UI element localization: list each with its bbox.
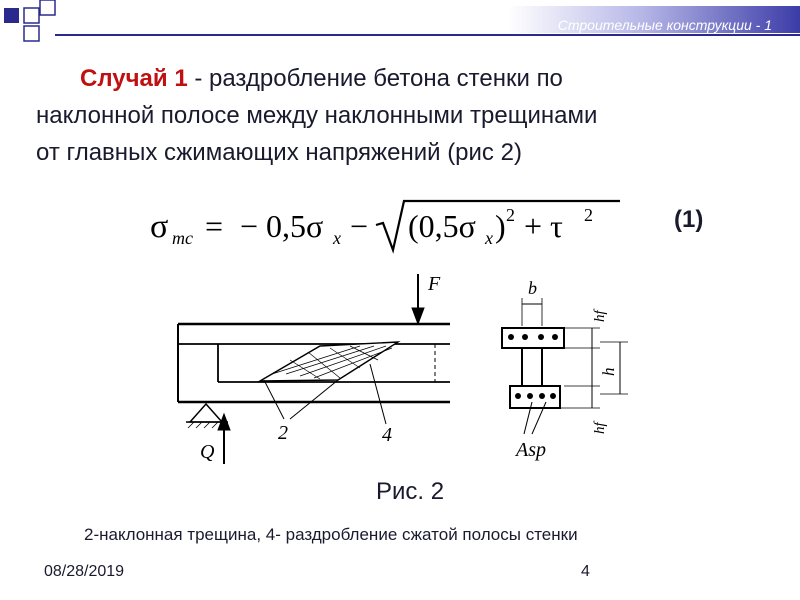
svg-text:): ) — [495, 208, 506, 244]
width-label: b — [528, 278, 537, 298]
heading-line2: наклонной полосе между наклонными трещинами — [36, 102, 598, 129]
header-bar — [508, 6, 800, 33]
reaction-label: Q — [200, 441, 215, 463]
stress-formula — [150, 195, 630, 255]
svg-text:− 0,5σ: − 0,5σ — [240, 208, 324, 244]
svg-text:+ τ: + τ — [524, 208, 563, 244]
beam-diagram — [160, 264, 640, 474]
footer-date: 08/28/2019 — [44, 563, 125, 580]
svg-text:(0,5σ: (0,5σ — [408, 208, 476, 244]
figure-legend: 2-наклонная трещина, 4- раздробление сжатой полосы стенки — [84, 525, 578, 544]
heading-line3: от главных сжимающих напряжений (рис 2) — [36, 139, 522, 166]
svg-text:2: 2 — [584, 205, 593, 225]
corner-decoration — [0, 0, 70, 50]
svg-text:2: 2 — [506, 205, 515, 225]
crush-label: 4 — [382, 424, 392, 446]
svg-text:mc: mc — [172, 228, 193, 248]
figure-caption: Рис. 2 — [376, 478, 445, 505]
svg-text:x: x — [485, 228, 493, 248]
flange-top-label: hf — [592, 310, 608, 322]
force-label: F — [428, 273, 441, 295]
formula-number: (1) — [674, 206, 704, 233]
heading-line1: - раздробление бетона стенки по — [187, 65, 563, 92]
slide-heading — [36, 60, 776, 171]
height-label: h — [599, 367, 618, 376]
crack-label: 2 — [278, 422, 288, 444]
flange-bottom-label: hf — [592, 422, 608, 434]
header-rule — [55, 34, 800, 36]
svg-text:σ: σ — [150, 208, 169, 245]
case-label: Случай 1 — [80, 65, 188, 92]
course-title: Строительные конструкции - 1 — [557, 17, 772, 33]
svg-text:x: x — [333, 228, 341, 248]
page-number: 4 — [581, 563, 590, 580]
rebar-label: Asp — [516, 439, 546, 461]
svg-text:−: − — [350, 208, 369, 244]
svg-text:=: = — [205, 208, 224, 244]
